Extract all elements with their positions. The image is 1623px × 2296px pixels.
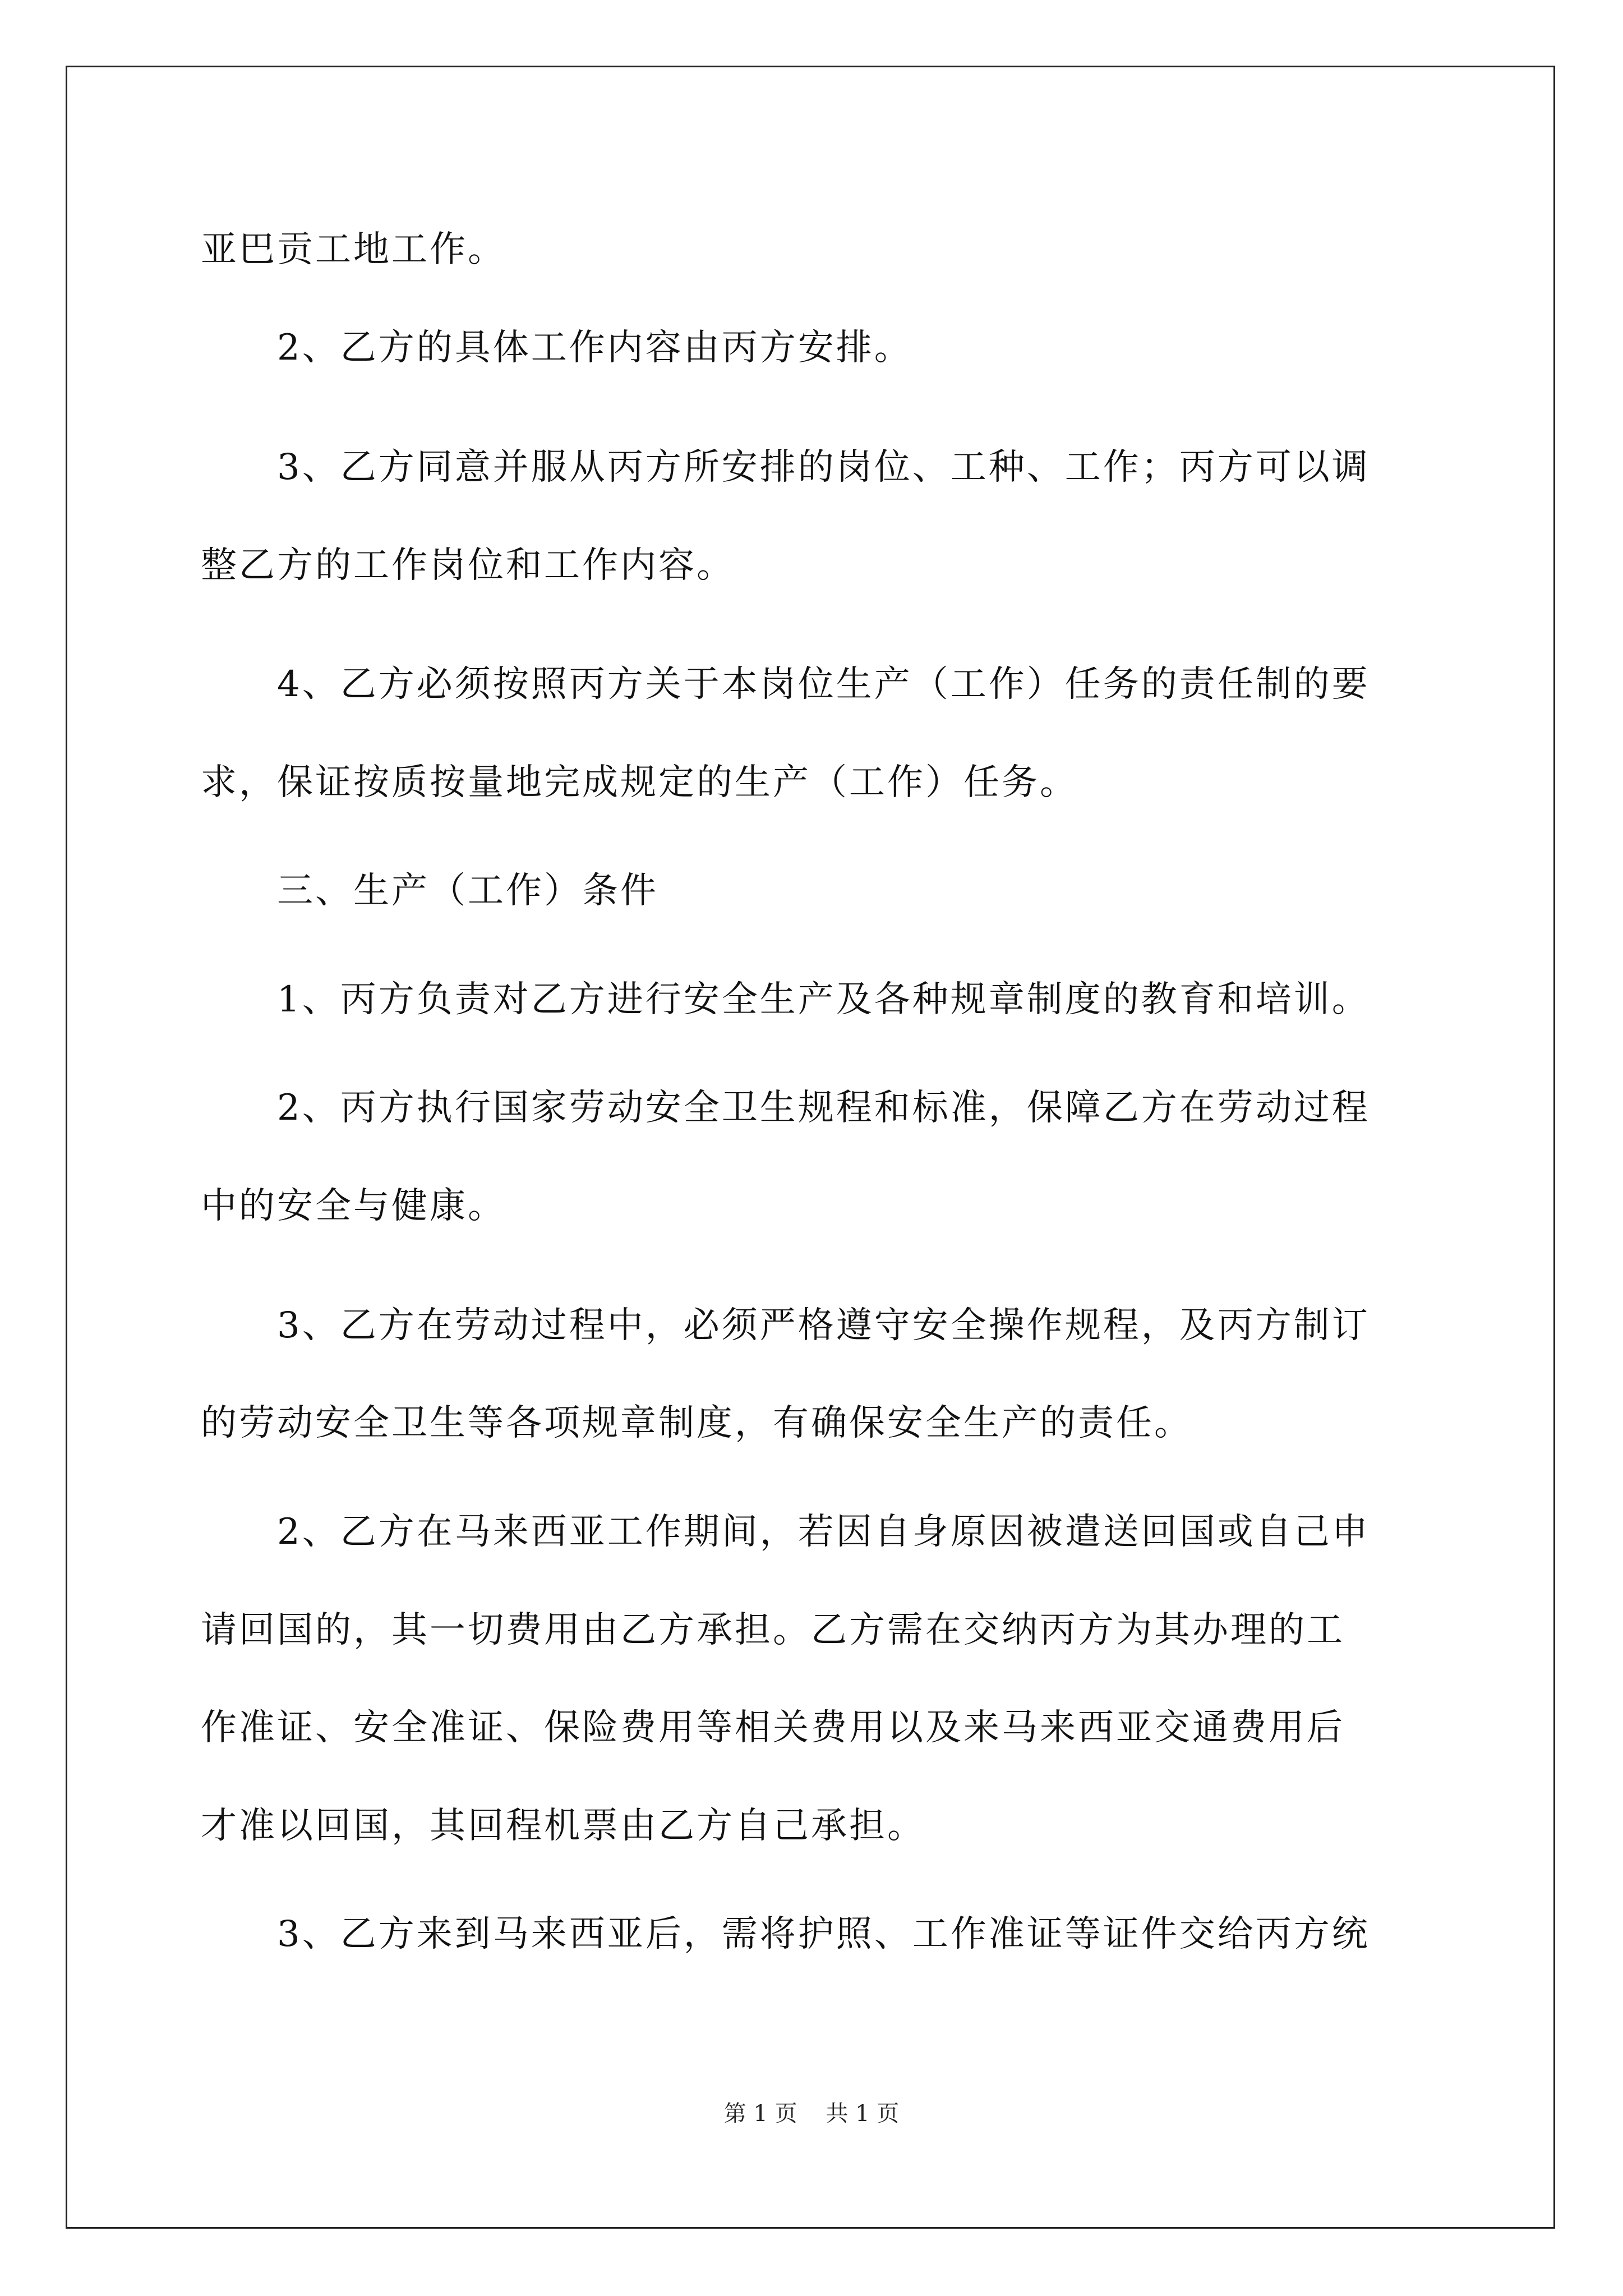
text-line: 3、乙方同意并服从丙方所安排的岗位、工种、工作；丙方可以调 <box>277 447 1370 488</box>
text-line: 2、乙方的具体工作内容由丙方安排。 <box>277 327 912 369</box>
page-footer: 第 1 页 共 1 页 <box>723 2101 900 2127</box>
text-line: 3、乙方在劳动过程中，必须严格遵守安全操作规程，及丙方制订 <box>277 1305 1370 1346</box>
text-line: 中的安全与健康。 <box>201 1185 506 1227</box>
text-line: 2、丙方执行国家劳动安全卫生规程和标准，保障乙方在劳动过程 <box>277 1087 1370 1129</box>
section-heading: 三、生产（工作）条件 <box>277 870 658 912</box>
text-line: 请回国的，其一切费用由乙方承担。乙方需在交纳丙方为其办理的工 <box>201 1609 1345 1651</box>
text-line: 2、乙方在马来西亚工作期间，若因自身原因被遣送回国或自己申 <box>277 1511 1370 1553</box>
text-line: 求，保证按质按量地完成规定的生产（工作）任务。 <box>201 762 1078 803</box>
text-line: 整乙方的工作岗位和工作内容。 <box>201 545 735 586</box>
text-line: 亚巴贡工地工作。 <box>201 229 506 270</box>
text-line: 4、乙方必须按照丙方关于本岗位生产（工作）任务的责任制的要 <box>277 664 1370 705</box>
text-line: 3、乙方来到马来西亚后，需将护照、工作准证等证件交给丙方统 <box>277 1913 1370 1955</box>
text-line: 的劳动安全卫生等各项规章制度，有确保安全生产的责任。 <box>201 1402 1192 1444</box>
text-line: 1、丙方负责对乙方进行安全生产及各种规章制度的教育和培训。 <box>277 979 1370 1020</box>
page-frame <box>66 66 1555 2229</box>
text-line: 才准以回国，其回程机票由乙方自己承担。 <box>201 1805 925 1847</box>
text-line: 作准证、安全准证、保险费用等相关费用以及来马来西亚交通费用后 <box>201 1707 1345 1749</box>
